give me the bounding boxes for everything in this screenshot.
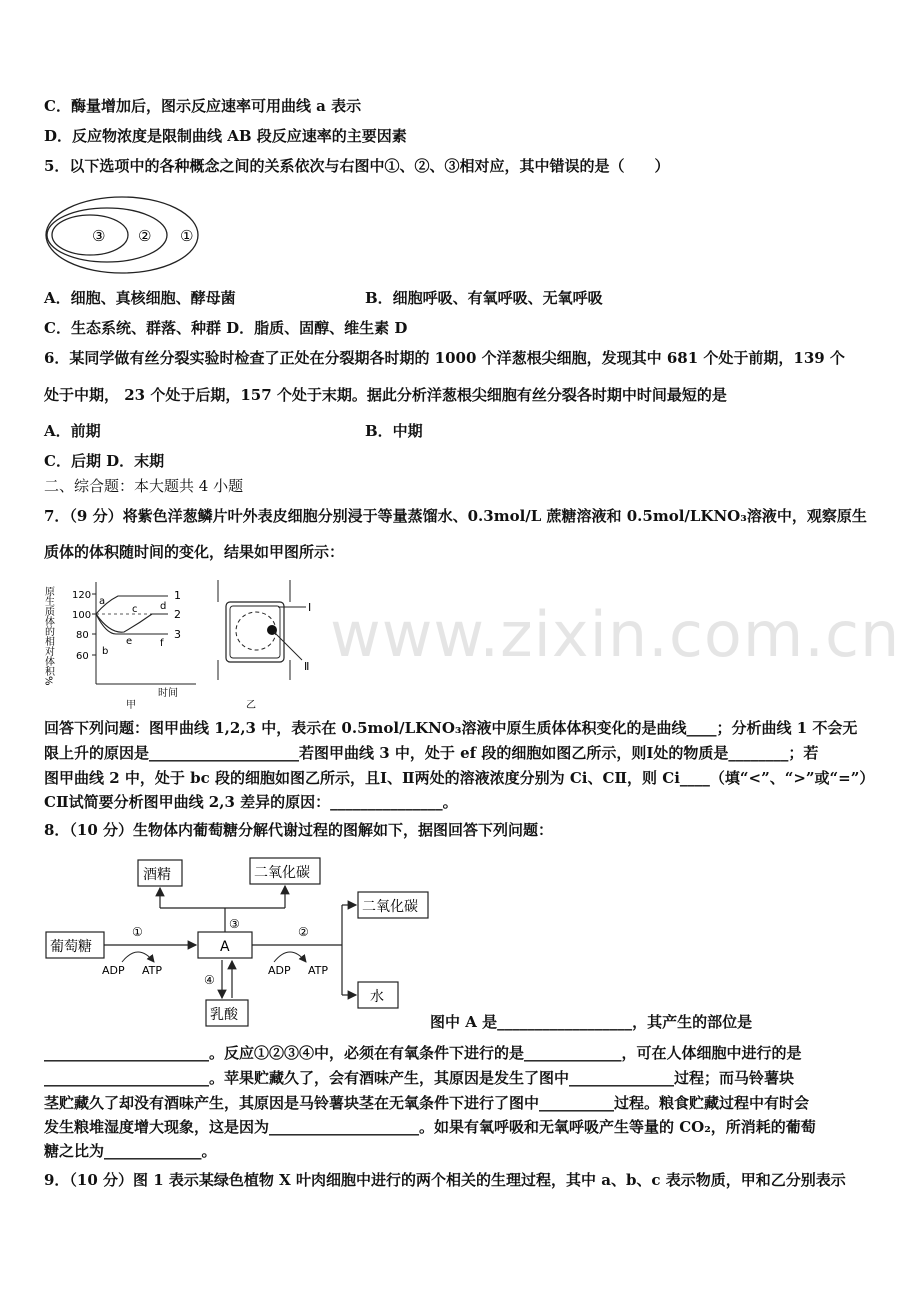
point-b: b bbox=[102, 646, 109, 657]
question-8-line3: ______________________。反应①②③④中，必须在有氧条件下进行的是_____________，可在人体细胞中进行的是 bbox=[44, 1044, 802, 1062]
question-8-line7: 糖之比为_____________。 bbox=[44, 1142, 217, 1160]
ytick-60: 60 bbox=[76, 651, 89, 662]
box-alcohol: 酒精 bbox=[143, 867, 171, 883]
fig7-ylabel: 原生质体的相对体积% bbox=[42, 586, 54, 686]
q5-option-cd: C．生态系统、群落、种群 D．脂质、固醇、维生素 D bbox=[44, 319, 408, 337]
q6-option-cd: C．后期 D．末期 bbox=[44, 452, 165, 470]
point-d: d bbox=[160, 601, 167, 612]
point-c: c bbox=[132, 604, 138, 615]
question-7-line1: 7．（9 分）将紫色洋葱鳞片叶外表皮细胞分别浸于等量蒸馏水、0.3mol/L 蔗糖溶液和 0.5mol/LKNO₃溶液中，观察原生 bbox=[44, 507, 867, 525]
question-8-line5: 茎贮藏久了却没有酒味产生，其原因是马铃薯块茎在无氧条件下进行了图中__________过程。粮食贮藏过程中有时会 bbox=[44, 1094, 810, 1112]
question-8-line4: ______________________。苹果贮藏久了，会有酒味产生，其原因是发生了图中______________过程；而马铃薯块 bbox=[44, 1069, 795, 1087]
venn-diagram bbox=[42, 190, 202, 280]
curve-label-1: 1 bbox=[174, 589, 181, 602]
point-e: e bbox=[126, 636, 133, 647]
fig7-jia-graph bbox=[44, 572, 204, 710]
ytick-100: 100 bbox=[72, 610, 92, 621]
option-d: D．反应物浓度是限制曲线 AB 段反应速率的主要因素 bbox=[44, 127, 407, 145]
reaction-4: ④ bbox=[204, 973, 215, 987]
box-lactic: 乳酸 bbox=[210, 1007, 238, 1023]
atp-1: ATP bbox=[142, 964, 163, 977]
ytick-120: 120 bbox=[72, 590, 92, 601]
reaction-1: ① bbox=[132, 925, 143, 939]
caption-jia: 甲 bbox=[126, 700, 136, 711]
question-6-line1: 6．某同学做有丝分裂实验时检查了正处在分裂期各时期的 1000 个洋葱根尖细胞，发现其中 681 个处于前期，139 个 bbox=[44, 349, 845, 367]
question-6-line2: 处于中期， 23 个处于后期，157 个处于末期。据此分析洋葱根尖细胞有丝分裂各时期中时间最短的是 bbox=[44, 386, 727, 404]
q5-option-b: B．细胞呼吸、有氧呼吸、无氧呼吸 bbox=[365, 289, 603, 307]
reaction-3: ③ bbox=[229, 917, 240, 931]
question-8-line6: 发生粮堆湿度增大现象，这是因为____________________。如果有氧呼吸和无氧呼吸产生等量的 CO₂，所消耗的葡萄 bbox=[44, 1118, 816, 1136]
point-a: a bbox=[99, 596, 106, 607]
question-5: 5．以下选项中的各种概念之间的关系依次与右图中①、②、③相对应，其中错误的是（ ） bbox=[44, 157, 670, 175]
section-2-heading: 二、综合题：本大题共 4 小题 bbox=[44, 477, 244, 495]
box-water: 水 bbox=[370, 989, 384, 1005]
cell-label-2: Ⅱ bbox=[304, 660, 310, 673]
atp-2: ATP bbox=[308, 964, 329, 977]
venn-label-1: ① bbox=[180, 227, 194, 245]
curve-3 bbox=[96, 614, 168, 634]
box-glucose: 葡萄糖 bbox=[50, 939, 92, 955]
curve-label-2: 2 bbox=[174, 608, 181, 621]
fig7-yi-cell bbox=[210, 580, 330, 710]
reaction-2: ② bbox=[298, 925, 309, 939]
question-7-line5: 图甲曲线 2 中，处于 bc 段的细胞如图乙所示，且Ⅰ、Ⅱ两处的溶液浓度分别为 Cⅰ、CⅡ，则 Cⅰ____（填“<”、“>”或“=”） bbox=[44, 769, 875, 787]
adp-1: ADP bbox=[102, 964, 125, 977]
question-8-line2: 图中 A 是__________________，其产生的部位是 bbox=[430, 1013, 753, 1031]
question-7-line2: 质体的体积随时间的变化，结果如甲图所示： bbox=[44, 543, 345, 561]
cell-label-1: Ⅰ bbox=[308, 601, 312, 614]
question-8-line1: 8．（10 分）生物体内葡萄糖分解代谢过程的图解如下，据图回答下列问题： bbox=[44, 821, 554, 839]
question-7-line4: 限上升的原因是____________________若图甲曲线 3 中，处于 ef 段的细胞如图乙所示，则Ⅰ处的物质是________；若 bbox=[44, 744, 819, 762]
watermark: www.zixin.com.cn bbox=[330, 598, 901, 671]
q6-option-b: B．中期 bbox=[365, 422, 423, 440]
box-co2-right: 二氧化碳 bbox=[362, 899, 418, 915]
ytick-80: 80 bbox=[76, 630, 89, 641]
q5-option-a: A．细胞、真核细胞、酵母菌 bbox=[44, 289, 236, 307]
box-co2-top: 二氧化碳 bbox=[254, 865, 310, 881]
q6-option-a: A．前期 bbox=[44, 422, 101, 440]
venn-label-3: ③ bbox=[92, 227, 106, 245]
caption-yi: 乙 bbox=[246, 700, 256, 711]
curve-label-3: 3 bbox=[174, 628, 181, 641]
adp-2: ADP bbox=[268, 964, 291, 977]
fig7-xlabel: 时间 bbox=[158, 688, 178, 699]
fig8-metabolism-diagram bbox=[40, 850, 440, 1030]
question-7-line3: 回答下列问题：图甲曲线 1,2,3 中，表示在 0.5mol/LKNO₃溶液中原生质体体积变化的是曲线____；分析曲线 1 不会无 bbox=[44, 719, 858, 737]
question-9-line1: 9．（10 分）图 1 表示某绿色植物 X 叶肉细胞中进行的两个相关的生理过程，其中 a、b、c 表示物质，甲和乙分别表示 bbox=[44, 1171, 846, 1189]
option-c: C．酶量增加后，图示反应速率可用曲线 a 表示 bbox=[44, 97, 362, 115]
point-f: f bbox=[160, 638, 164, 649]
question-7-line6: CⅡ试简要分析图甲曲线 2,3 差异的原因：_______________。 bbox=[44, 793, 458, 811]
box-a: A bbox=[220, 939, 230, 955]
venn-label-2: ② bbox=[138, 227, 152, 245]
